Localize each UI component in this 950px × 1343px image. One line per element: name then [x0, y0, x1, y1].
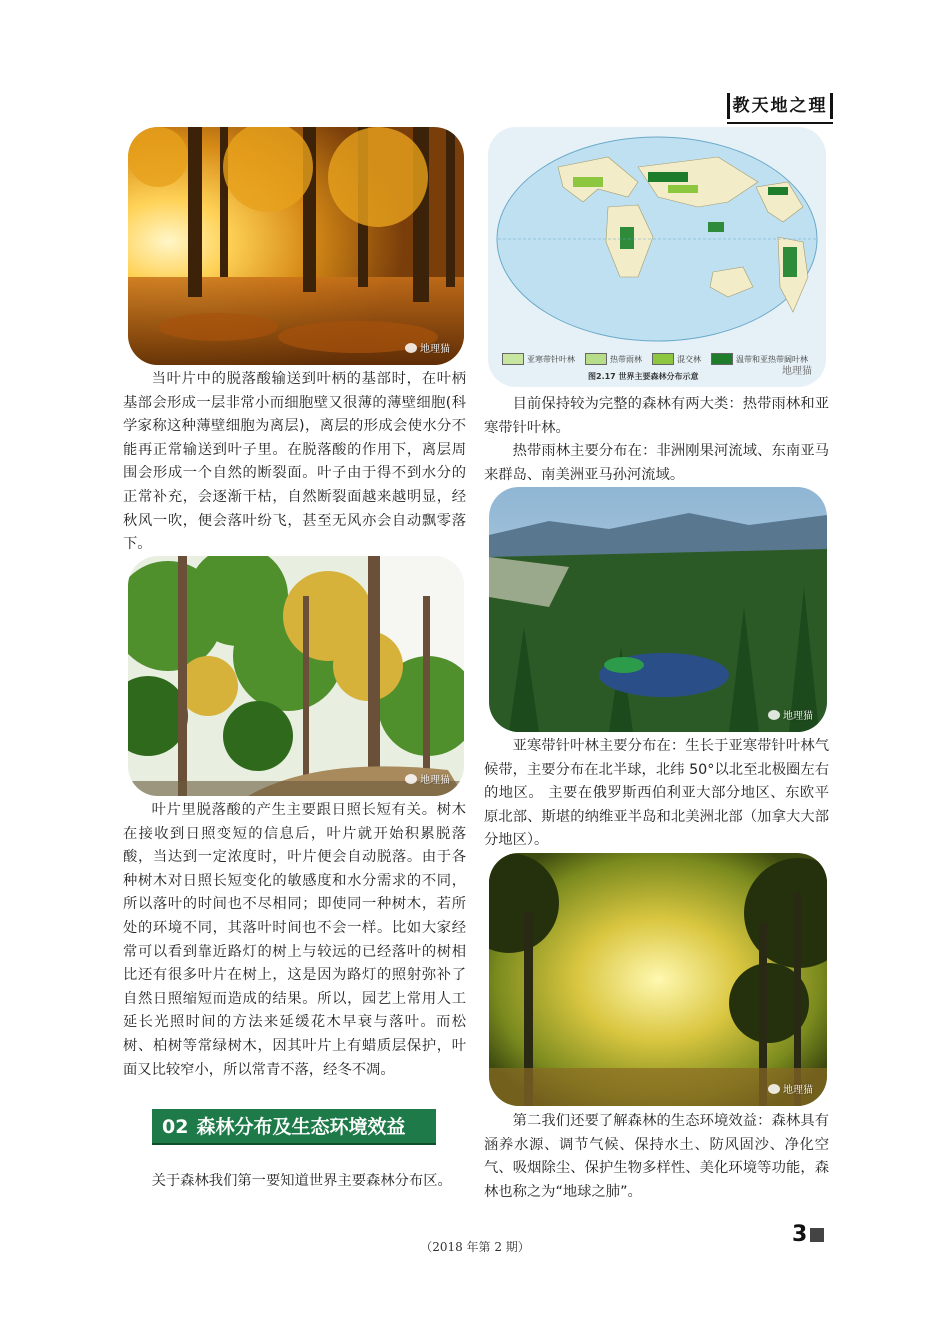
- photo-watermark: 地理猫: [782, 366, 812, 377]
- legend-swatch: [711, 353, 733, 365]
- map-legend: [502, 353, 808, 365]
- section-number: 02: [162, 1116, 189, 1138]
- legend-item: 亚寒带针叶林: [502, 353, 575, 365]
- right-paragraph-2: 热带雨林主要分布在：非洲刚果河流域、东南亚马来群岛、南美洲亚马孙河流域。: [484, 443, 829, 483]
- column-title: 教天地之理: [727, 93, 833, 119]
- right-paragraph-3: 亚寒带针叶林主要分布在：生长于亚寒带针叶林气候带，主要分布在北半球，北纬 50°以北至北极圈左右的地区。 主要在俄罗斯西伯利亚大部分地区、东欧平原北部、斯堪的纳维亚半岛和北美洲北部（加拿大大部分地区）。: [484, 738, 829, 849]
- photo-watermark: 地理猫: [405, 340, 450, 355]
- wechat-icon: [405, 774, 417, 784]
- section-heading: [152, 1109, 436, 1145]
- wechat-icon: [405, 343, 417, 353]
- page-marker-square: [810, 1228, 824, 1242]
- misty-forest-photo: [489, 853, 827, 1106]
- mixed-forest-photo: [128, 556, 464, 796]
- right-paragraph-1: 目前保持较为完整的森林有两大类：热带雨林和亚寒带针叶林。: [484, 396, 829, 436]
- issue-label: （2018 年第 2 期）: [420, 1240, 530, 1254]
- conifer-lake-photo: [489, 487, 827, 732]
- photo-watermark: 地理猫: [405, 771, 450, 786]
- autumn-forest-illustration: [128, 127, 464, 365]
- photo-watermark: 地理猫: [768, 1081, 813, 1096]
- left-paragraph-1: 当叶片中的脱落酸输送到叶柄的基部时，在叶柄基部会形成一层非常小而细胞壁又很薄的薄壁细胞(科学家称这种薄壁细胞为离层)，离层的形成会使水分不能再正常输送到叶子里。在脱落酸的作用下，离层周围会形成一个自然的断裂面。叶子由于得不到水分的正常补充，会逐渐干枯，自然断裂面越来越明显，经秋风一吹，便会落叶纷飞，甚至无风亦会自动飘零落下。: [123, 371, 466, 553]
- wechat-icon: [768, 1084, 780, 1094]
- conifer-lake-illustration: [489, 487, 827, 732]
- legend-swatch: [585, 353, 607, 365]
- header-rule: [727, 122, 833, 124]
- section-title: 森林分布及生态环境效益: [196, 1116, 406, 1138]
- right-paragraph-4: 第二我们还要了解森林的生态环境效益：森林具有涵养水源、调节气候、保持水土、防风固沙、净化空气、吸烟除尘、保护生物多样性、美化环境等功能，森林也称之为“地球之肺”。: [484, 1113, 829, 1200]
- misty-forest-illustration: [489, 853, 827, 1106]
- map-caption: 图2.17 世界主要森林分布示意: [588, 372, 699, 381]
- legend-item: 热带雨林: [585, 353, 642, 365]
- page-number: 3: [792, 1222, 824, 1247]
- world-forest-map: [488, 127, 826, 387]
- photo-watermark: 地理猫: [768, 707, 813, 722]
- legend-swatch: [502, 353, 524, 365]
- wechat-icon: [768, 710, 780, 720]
- legend-item: 温带和亚热带阔叶林: [711, 353, 808, 365]
- mixed-forest-illustration: [128, 556, 464, 796]
- legend-item: 混交林: [652, 353, 701, 365]
- autumn-forest-photo: [128, 127, 464, 365]
- left-paragraph-3: 关于森林我们第一要知道世界主要森林分布区。: [151, 1173, 452, 1189]
- left-paragraph-2: 叶片里脱落酸的产生主要跟日照长短有关。树木在接收到日照变短的信息后，叶片就开始积累脱落酸，当达到一定浓度时，叶片便会自动脱落。由于各种树木对日照长短变化的敏感度和水分需求的不同，所以落叶的时间也不尽相同；即使同一种树木，若所处的环境不同，其落叶时间也不会一样。比如大家经常可以看到靠近路灯的树上与较远的已经落叶的树相比还有很多叶片在树上，这是因为路灯的照射弥补了自然日照缩短而造成的结果。所以，园艺上常用人工延长光照时间的方法来延缓花木早衰与落叶。而松树、柏树等常绿树木，因其叶片上有蜡质层保护，叶面又比较窄小，所以常青不落，经冬不凋。: [123, 802, 466, 1078]
- world-map-illustration: [488, 127, 826, 387]
- legend-swatch: [652, 353, 674, 365]
